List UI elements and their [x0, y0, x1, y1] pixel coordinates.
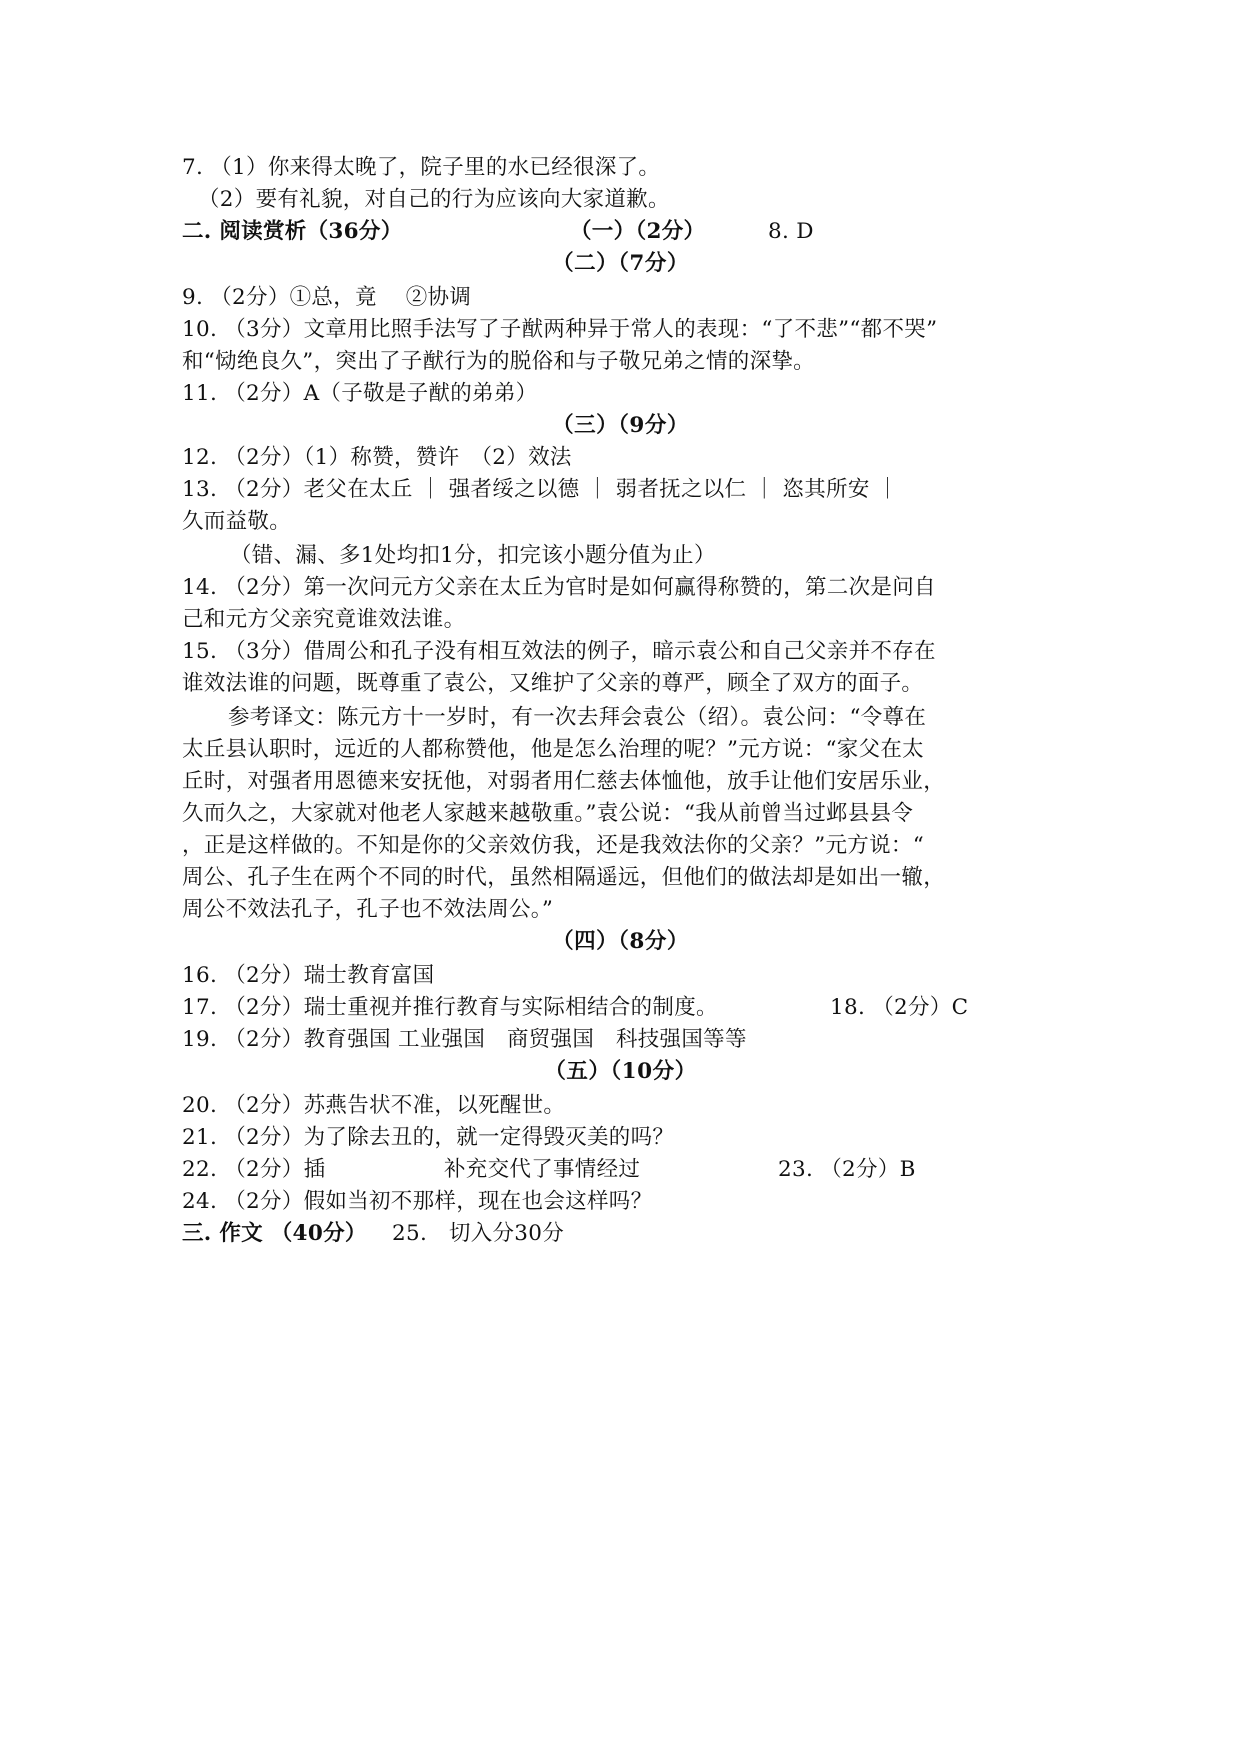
answer-line-15-cont: 谁效法谁的问题，既尊重了袁公，又维护了父亲的尊严，顾全了双方的面子。 [182, 671, 924, 696]
translation-line-1: 参考译文：陈元方十一岁时，有一次去拜会袁公（绍）。袁公问：“令尊在 [228, 705, 927, 730]
answer-line-23: 23. （2分）B [778, 1157, 916, 1182]
answer-line-21: 21. （2分）为了除去丑的，就一定得毁灭美的吗？ [182, 1125, 675, 1150]
section-heading-composition: 三. 作文 （40分） [182, 1221, 367, 1246]
section-heading-reading: 二. 阅读赏析（36分） [182, 219, 403, 244]
subsection-heading-4: （四）（8分） [552, 929, 689, 954]
subsection-heading-2: （二）（7分） [552, 251, 689, 276]
answer-line-13-cont: 久而益敬。 [182, 509, 292, 534]
answer-line-13: 13. （2分）老父在太丘 ｜ 强者绥之以德 ｜ 弱者抚之以仁 ｜ 恣其所安 ｜ [182, 477, 899, 502]
answer-line-7-1: 7. （1）你来得太晚了，院子里的水已经很深了。 [182, 155, 661, 180]
answer-line-16: 16. （2分）瑞士教育富国 [182, 963, 435, 988]
answer-line-22: 22. （2分）插 [182, 1157, 326, 1182]
answer-line-7-2: （2）要有礼貌，对自己的行为应该向大家道歉。 [198, 187, 670, 212]
answer-line-11: 11. （2分）A（子敬是子猷的弟弟） [182, 381, 538, 406]
answer-line-8: 8. D [768, 219, 814, 244]
answer-line-19: 19. （2分）教育强国 工业强国 商贸强国 科技强国等等 [182, 1027, 747, 1052]
answer-line-15: 15. （3分）借周公和孔子没有相互效法的例子，暗示袁公和自己父亲并不存在 [182, 639, 936, 664]
answer-line-14-cont: 己和元方父亲究竟谁效法谁。 [182, 607, 466, 632]
answer-line-22-note: 补充交代了事情经过 [444, 1157, 641, 1182]
translation-line-2: 太丘县认职时，远近的人都称赞他，他是怎么治理的呢？”元方说：“家父在太 [182, 737, 924, 762]
answer-line-10: 10. （3分）文章用比照手法写了子猷两种异于常人的表现：“了不悲”“都不哭” [182, 317, 938, 342]
scoring-note: （错、漏、多1处均扣1分，扣完该小题分值为止） [230, 543, 716, 568]
subsection-heading-3: （三）（9分） [552, 413, 689, 438]
answer-line-14: 14. （2分）第一次问元方父亲在太丘为官时是如何赢得称赞的，第二次是问自 [182, 575, 936, 600]
answer-line-12: 12. （2分）（1）称赞，赞许 （2）效法 [182, 445, 572, 470]
answer-line-18: 18. （2分）C [830, 995, 969, 1020]
translation-line-7: 周公不效法孔子，孔子也不效法周公。” [182, 897, 554, 922]
subsection-heading-1: （一）（2分） [570, 219, 706, 244]
answer-line-9: 9. （2分）①总，竟 ②协调 [182, 285, 472, 310]
translation-line-5: ，正是这样做的。不知是你的父亲效仿我，还是我效法你的父亲？”元方说：“ [182, 833, 924, 858]
translation-line-6: 周公、孔子生在两个不同的时代，虽然相隔遥远，但他们的做法却是如出一辙， [182, 865, 946, 890]
translation-line-4: 久而久之，大家就对他老人家越来越敬重。”袁公说：“我从前曾当过邺县县令 [182, 801, 914, 826]
translation-line-3: 丘时，对强者用恩德来安抚他，对弱者用仁慈去体恤他，放手让他们安居乐业， [182, 769, 946, 794]
answer-line-20: 20. （2分）苏燕告状不准，以死醒世。 [182, 1093, 566, 1118]
answer-line-24: 24. （2分）假如当初不那样，现在也会这样吗？ [182, 1189, 653, 1214]
answer-line-10-cont: 和“恸绝良久”，突出了子猷行为的脱俗和与子敬兄弟之情的深挚。 [182, 349, 815, 374]
subsection-heading-5: （五）（10分） [544, 1059, 697, 1084]
answer-line-17: 17. （2分）瑞士重视并推行教育与实际相结合的制度。 [182, 995, 718, 1020]
answer-line-25: 25. 切入分30分 [392, 1221, 565, 1246]
